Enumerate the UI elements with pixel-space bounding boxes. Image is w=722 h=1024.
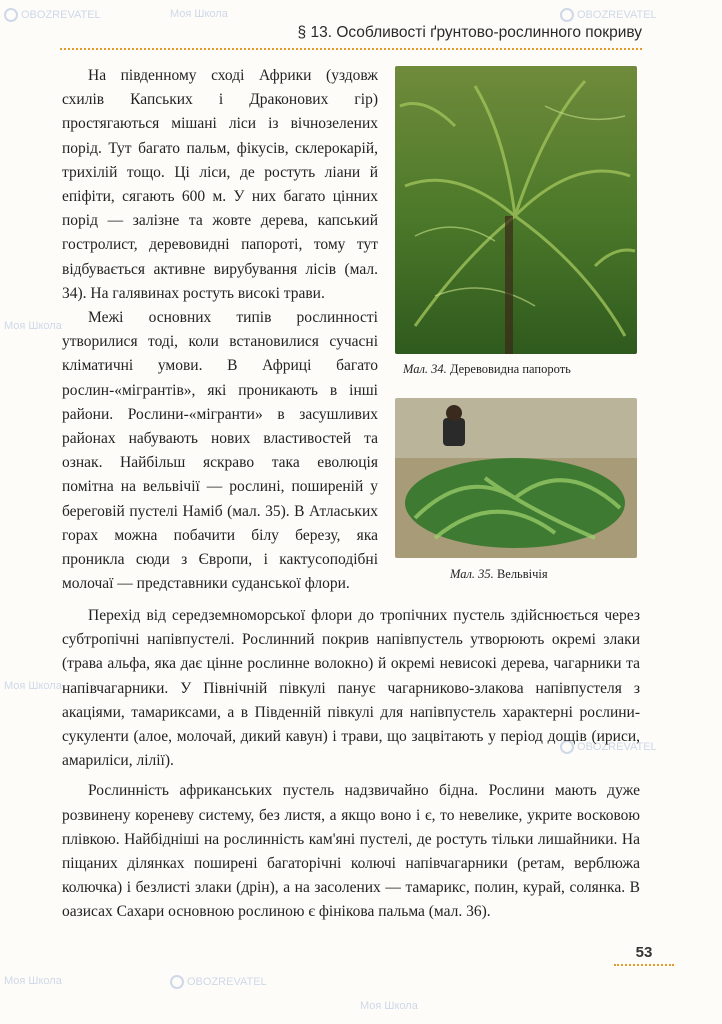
paragraph-4: Рослинність африканських пустель надзвичайно бідна. Рослини мають дуже розвинену кореневу систему, без листя, а якщо воно і є, то невелике, укрите восковою плівкою. Найбідніші на рослинність кам'яні пустелі, де ростуть тільки лишайники. На піщаних ділянках поширені багаторічні колючі напівчагарники (ретам, верблюжа колючка) і безлисті злаки (дрін), а на засолених — тамарикс, полин, курай, солянка. В оазисах Сахари основною рослиною є фінікова пальма (мал. 36). <box>62 782 640 921</box>
watermark <box>360 1000 418 1012</box>
watermark-text: Моя Школа <box>170 8 228 20</box>
watermark-icon <box>170 975 184 989</box>
watermark-text: Моя Школа <box>4 975 62 987</box>
watermark-text: OBOZREVATEL <box>577 740 657 753</box>
figure-34-number: Мал. 34. <box>403 362 447 376</box>
watermark-text: Моя Школа <box>4 320 62 332</box>
watermark <box>170 975 267 989</box>
figure-tree-fern-image <box>395 66 637 354</box>
page-number-ornament <box>614 964 674 970</box>
figure-34-caption <box>403 362 571 377</box>
figure-35-title: Вельвічія <box>496 567 548 581</box>
paragraph-1: На південному сході Африки (уздовж схилів Капських і Драконових гір) простягаються мішані ліси із вічнозелених порід. Тут багато пальм, фікусів, склерокарій, трихілій тощо. Ці ліси, де ростуть ліани й епіфіти, сягають 600 м. У них багато цінних порід — залізне та жовте дерева, капський гостролист, деревовидні папороті, тому тут відбувається активне вирубування лісів (мал. 34). На галявинах ростуть високі трави. <box>62 67 378 302</box>
watermark-icon <box>4 8 18 22</box>
welwitschia-illustration <box>395 398 637 558</box>
text-column-full <box>62 604 640 925</box>
watermark <box>4 320 62 332</box>
figure-35-caption <box>450 567 548 582</box>
page-number <box>612 944 676 972</box>
tree-fern-illustration <box>395 66 637 354</box>
paragraph-2: Межі основних типів рослинності утворилися тоді, коли встановилися сучасні кліматичні умови. В Африці багато рослин-«мігрантів», які проникають в інші райони. Рослини-«мігранти» в засушливих районах набувають нових властивостей та ознак. Найбільш яскраво така еволюція помітна на вельвічії — рослині, поширеній у береговій пустелі Наміб (мал. 35). В Атлаських горах можна побачити білу березу, яка проникла сюди з Європи, і кактусоподібні молочаї — представники суданської флори. <box>62 309 378 593</box>
watermark-text: OBOZREVATEL <box>577 8 657 21</box>
watermark-text: OBOZREVATEL <box>187 975 267 988</box>
figure-welwitschia-image <box>395 398 637 558</box>
watermark-text: Моя Школа <box>360 1000 418 1012</box>
figure-35-number: Мал. 35. <box>450 567 494 581</box>
header-divider <box>60 48 642 50</box>
section-title: § 13. Особливості ґрунтово-рослинного покриву <box>297 24 642 41</box>
paragraph-3: Перехід від середземноморської флори до тропічних пустель здійснюється через субтропічні напівпустелі. Рослинний покрив напівпустель утворюють окремі злаки (трава альфа, яка дає цінне рослинне волокно) й окремі невисокі дерева, чагарники та напівчагарники. У Північній півкулі панує чагарниково-злакова напівпустеля з акаціями, тамариксами, а в Південній півкулі для напівпустель характерні рослини-сукуленти (алое, молочай, дикий кавун) і трави, що зацвітають у період дощів (ириси, амариліси, лілії). <box>62 607 640 770</box>
watermark <box>4 680 62 692</box>
watermark <box>4 975 62 987</box>
watermark-text: OBOZREVATEL <box>21 8 101 21</box>
page-number-text: 53 <box>635 944 653 961</box>
figure-34-title: Деревовидна папороть <box>449 362 571 376</box>
text-column-left <box>62 64 378 596</box>
watermark-text: Моя Школа <box>4 680 62 692</box>
page-header <box>60 18 642 54</box>
